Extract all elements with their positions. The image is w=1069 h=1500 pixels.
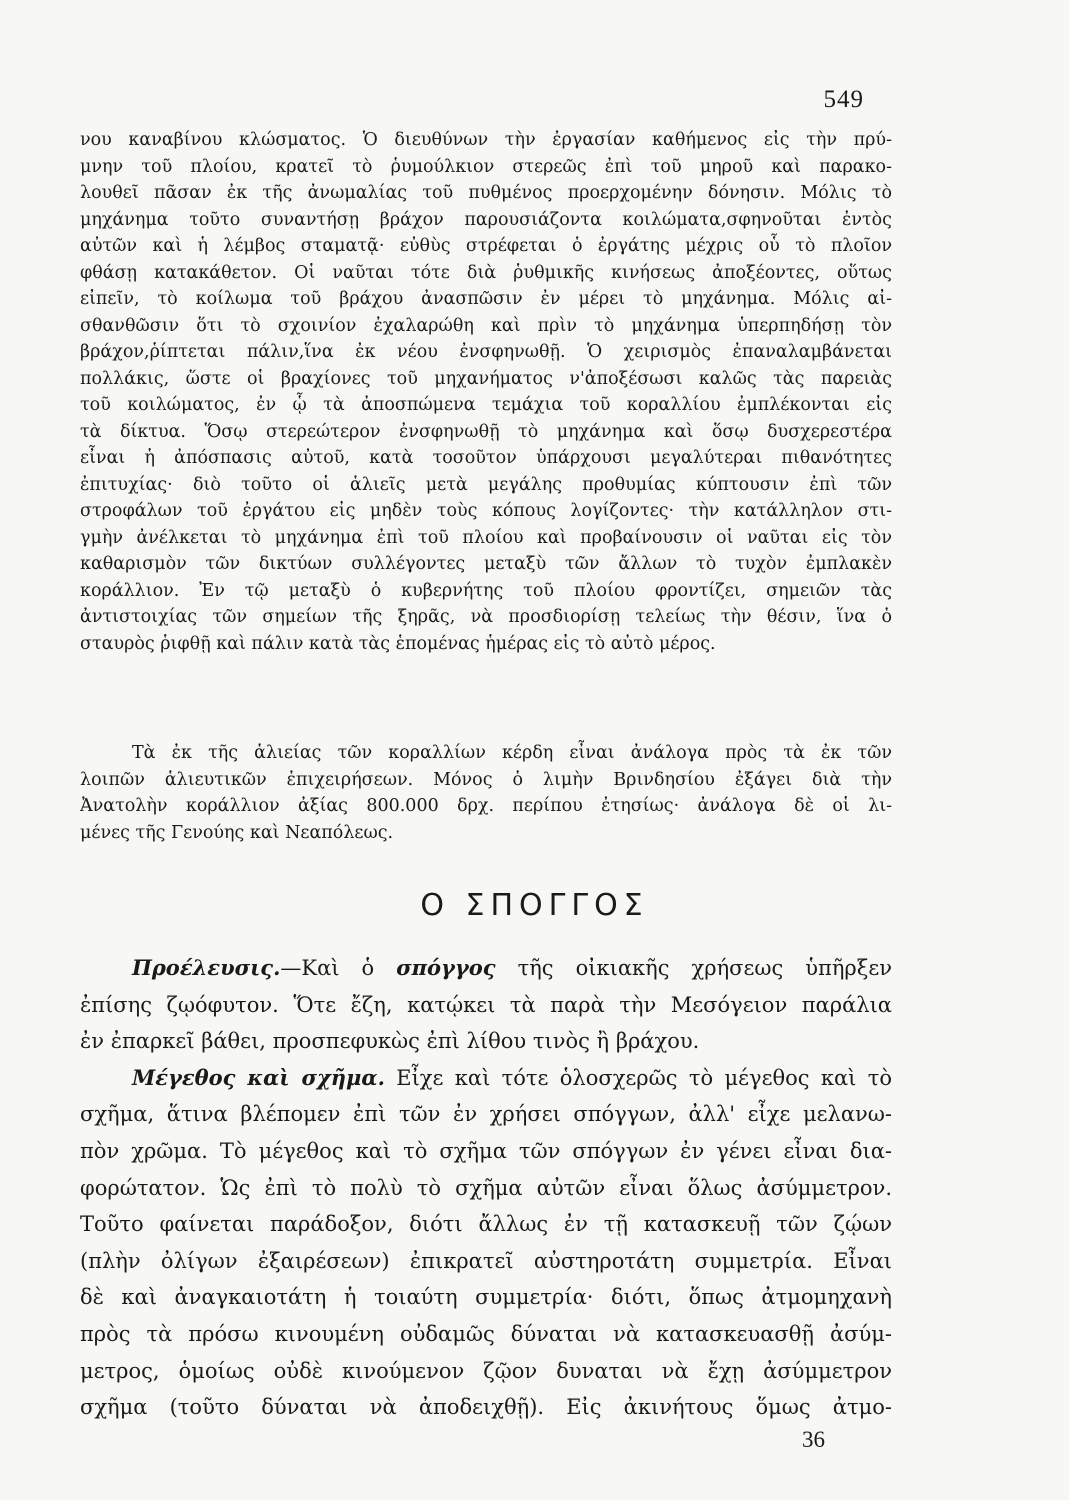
text-line: Τοῦτο φαίνεται παράδοξον, διότι ἄλλως ἐν τῇ κατασκευῇ τῶν ζῴων <box>80 1212 892 1237</box>
paragraph-coral-fishing-method <box>80 127 892 657</box>
text-fragment: Εἶχε καὶ τότε ὁλοσχερῶς τὸ μέγεθος καὶ τὸ <box>384 1065 892 1090</box>
text-line: αὐτῶν καὶ ἡ λέμβος σταματᾷ· εὐθὺς στρέφεται ὁ ἐργάτης μέχρις οὗ τὸ πλοῖον <box>80 236 892 256</box>
text-line: νου καναβίνου κλώσματος. Ὁ διευθύνων τὴν ἐργασίαν καθήμενος εἰς τὴν πρύ- <box>80 130 892 150</box>
text-line: σχῆμα (τοῦτο δύναται νὰ ἀποδειχθῇ). Εἰς ἀκινήτους ὅμως ἀτμο- <box>80 1395 892 1420</box>
text-line: τὰ δίκτυα. Ὅσῳ στερεώτερον ἐνσφηνωθῇ τὸ μηχάνημα καὶ ὅσῳ δυσχερεστέρα <box>80 421 892 442</box>
text-line: ἐν ἐπαρκεῖ βάθει, προσπεφυκὼς ἐπὶ λίθου τινὸς ἢ βράχου. <box>80 1029 700 1054</box>
text-line <box>80 1060 892 1097</box>
printer-signature: 36 <box>802 1427 825 1452</box>
text-line: στροφάλων τοῦ ἐργάτου εἰς μηδὲν τοὺς κόπους λογίζοντες· τὴν κατάλληλον στι- <box>80 501 892 521</box>
text-line: γμὴν ἀνέλκεται τὸ μηχάνημα ἐπὶ τοῦ πλοίου καὶ προβαίνουσιν οἱ ναῦται εἰς τὸν <box>80 527 892 548</box>
text-line: σθανθῶσιν ὅτι τὸ σχοινίον ἐχαλαρώθη καὶ πρὶν τὸ μηχάνημα ὑπερπηδήσῃ τὸν <box>80 315 892 336</box>
text-line: σχῆμα, ἅτινα βλέπομεν ἐπὶ τῶν ἐν χρήσει σπόγγων, ἀλλ' εἶχε μελανω- <box>80 1102 892 1127</box>
subheading-origin: Προέλευσις. <box>132 955 281 980</box>
text-line: Τὰ ἐκ τῆς ἁλιείας τῶν κοραλλίων κέρδη εἶναι ἀνάλογα πρὸς τὰ ἐκ τῶν <box>132 743 892 763</box>
text-line: μηχάνημα τοῦτο συναντήσῃ βράχον παρουσιάζοντα κοιλώματα,σφηνοῦται ἐντὸς <box>80 209 892 230</box>
text-line: ἐπίσης ζῳόφυτον. Ὅτε ἔζη, κατῴκει τὰ παρὰ τὴν Μεσόγειον παράλια <box>80 992 892 1017</box>
text-line: βράχον,ῥίπτεται πάλιν,ἵνα ἐκ νέου ἐνσφηνωθῇ. Ὁ χειρισμὸς ἐπαναλαμβάνεται <box>80 342 892 362</box>
subheading-size-shape: Μέγεθος καὶ σχῆμα. <box>132 1064 385 1090</box>
text-line <box>80 950 892 987</box>
paragraph-coral-profits <box>80 740 892 846</box>
text-line: φορώτατον. Ὡς ἐπὶ τὸ πολὺ τὸ σχῆμα αὐτῶν εἶναι ὅλως ἀσύμμετρον. <box>80 1175 892 1200</box>
section-sponge-body <box>80 950 892 1426</box>
text-line: πὸν χρῶμα. Τὸ μέγεθος καὶ τὸ σχῆμα τῶν σπόγγων ἐν γένει εἶναι δια- <box>80 1138 892 1163</box>
text-line: κοράλλιον. Ἐν τῷ μεταξὺ ὁ κυβερνήτης τοῦ πλοίου φροντίζει, σημειῶν τὰς <box>80 580 892 601</box>
text-line: λουθεῖ πᾶσαν ἐκ τῆς ἀνωμαλίας τοῦ πυθμένος προερχομένην δόνησιν. Μόλις τὸ <box>80 183 892 203</box>
text-line: ἀντιστοιχίας τῶν σημείων τῆς ξηρᾶς, νὰ προσδιορίσῃ τελείως τὴν θέσιν, ἵνα ὁ <box>80 607 892 627</box>
text-line: εἰπεῖν, τὸ κοίλωμα τοῦ βράχου ἀνασπῶσιν ἐν μέρει τὸ μηχάνημα. Μόλις αἰ- <box>80 289 892 309</box>
text-line: καθαρισμὸν τῶν δικτύων συλλέγοντες μεταξὺ τῶν ἄλλων τὸ τυχὸν ἐμπλακὲν <box>80 554 892 574</box>
text-line: πρὸς τὰ πρόσω κινουμένη οὐδαμῶς δύναται νὰ κατασκευασθῇ ἀσύμ- <box>80 1321 892 1346</box>
text-line: εἶναι ἡ ἀπόσπασις αὐτοῦ, κατὰ τοσοῦτον ὑπάρχουσι μεγαλύτεραι πιθανότητες <box>80 448 892 468</box>
text-line: μετρος, ὁμοίως οὐδὲ κινούμενον ζῷον δυναται νὰ ἔχῃ ἀσύμμετρον <box>80 1358 892 1383</box>
text-line: μένες τῆς Γενούης καὶ Νεαπόλεως. <box>80 822 394 843</box>
text-line: Ἀνατολὴν κοράλλιον ἀξίας 800.000 δρχ. περίπου ἐτησίως· ἀνάλογα δὲ οἱ λι- <box>80 796 892 816</box>
text-line: τοῦ κοιλώματος, ἐν ᾧ τὰ ἀποσπώμενα τεμάχια τοῦ κοραλλίου ἐμπλέκονται εἰς <box>80 395 892 415</box>
section-heading: Ο ΣΠΟΓΓΟΣ <box>420 888 649 923</box>
text-line: ἐπιτυχίας· διὸ τοῦτο οἱ ἁλιεῖς μετὰ μεγάλης προθυμίας κύπτουσιν ἐπὶ τῶν <box>80 474 892 495</box>
text-line: φθάσῃ κατακάθετον. Οἱ ναῦται τότε διὰ ῥυθμικῆς κινήσεως ἀποξέοντες, οὕτως <box>80 262 892 283</box>
term-sponge: σπόγγος <box>396 955 496 980</box>
text-line: δὲ καὶ ἀναγκαιοτάτη ἡ τοιαύτη συμμετρία· διότι, ὅπως ἀτμομηχανὴ <box>80 1285 892 1310</box>
text-fragment: —Καὶ ὁ <box>280 956 397 980</box>
text-fragment: τῆς οἰκιακῆς χρήσεως ὑπῆρξεν <box>495 956 892 980</box>
text-line: σταυρὸς ῥιφθῇ καὶ πάλιν κατὰ τὰς ἑπομένας ἡμέρας εἰς τὸ αὐτὸ μέρος. <box>80 633 716 654</box>
text-line: λοιπῶν ἁλιευτικῶν ἐπιχειρήσεων. Μόνος ὁ λιμὴν Βρινδησίου ἐξάγει διὰ τὴν <box>80 769 892 790</box>
text-line: (πλὴν ὀλίγων ἐξαιρέσεων) ἐπικρατεῖ αὐστηροτάτη συμμετρία. Εἶναι <box>80 1248 892 1273</box>
text-line: πολλάκις, ὥστε οἱ βραχίονες τοῦ μηχανήματος ν'ἀποξέσωσι καλῶς τὰς παρειὰς <box>80 368 892 389</box>
page-number: 549 <box>823 86 864 113</box>
text-line: μνην τοῦ πλοίου, κρατεῖ τὸ ῥυμούλκιον στερεῶς ἐπὶ τοῦ μηροῦ καὶ παρακο- <box>80 156 892 177</box>
